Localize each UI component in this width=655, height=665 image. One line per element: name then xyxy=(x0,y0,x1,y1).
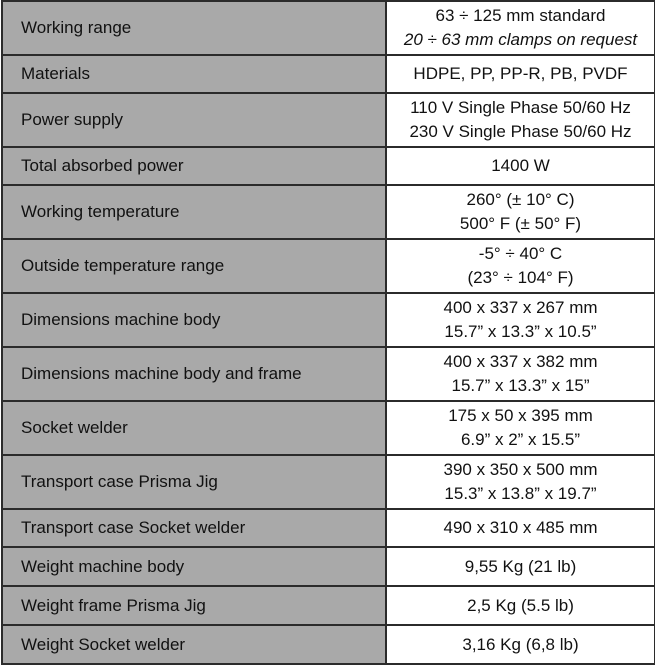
table-row xyxy=(2,55,655,93)
table-row xyxy=(2,347,655,401)
spec-value xyxy=(386,401,655,455)
spec-label: Dimensions machine body xyxy=(2,293,386,347)
spec-value xyxy=(386,293,655,347)
table-row xyxy=(2,239,655,293)
spec-value-line: 500° F (± 50° F) xyxy=(459,214,582,233)
spec-value-line: 490 x 310 x 485 mm xyxy=(443,518,598,537)
spec-value-line: 15.7” x 13.3” x 15” xyxy=(451,376,590,395)
table-row xyxy=(2,401,655,455)
spec-value xyxy=(386,547,655,586)
spec-label: Materials xyxy=(2,55,386,93)
table-row xyxy=(2,586,655,625)
spec-value xyxy=(386,1,655,55)
spec-label: Weight frame Prisma Jig xyxy=(2,586,386,625)
spec-value-line: 3,16 Kg (6,8 lb) xyxy=(462,634,579,654)
spec-label: Transport case Prisma Jig xyxy=(2,455,386,509)
spec-value-line: 260° (± 10° C) xyxy=(466,190,575,209)
spec-value xyxy=(386,239,655,293)
spec-label: Working range xyxy=(2,1,386,55)
spec-value-line: 390 x 350 x 500 mm xyxy=(443,460,598,479)
spec-value-line: 1400 W xyxy=(491,156,550,175)
spec-label: Weight machine body xyxy=(2,547,386,586)
spec-label: Total absorbed power xyxy=(2,147,386,185)
spec-value xyxy=(386,185,655,239)
spec-label: Weight Socket welder xyxy=(2,625,386,664)
spec-label: Power supply xyxy=(2,93,386,147)
table-row xyxy=(2,509,655,547)
spec-label: Working temperature xyxy=(2,185,386,239)
spec-value-line: 6.9” x 2” x 15.5” xyxy=(460,430,581,449)
spec-value-line: 400 x 337 x 382 mm xyxy=(443,352,598,371)
table-row xyxy=(2,93,655,147)
spec-label: Transport case Socket welder xyxy=(2,509,386,547)
spec-value-line: 63 ÷ 125 mm standard xyxy=(435,6,606,25)
spec-label: Outside temperature range xyxy=(2,239,386,293)
spec-value xyxy=(386,625,655,664)
table-row xyxy=(2,625,655,664)
spec-value xyxy=(386,347,655,401)
specification-table xyxy=(1,0,655,665)
spec-value-line: 400 x 337 x 267 mm xyxy=(443,298,598,317)
spec-value xyxy=(386,509,655,547)
spec-value-line: -5° ÷ 40° C xyxy=(478,244,563,263)
spec-value-line: 2,5 Kg (5.5 lb) xyxy=(467,595,574,615)
spec-value xyxy=(386,55,655,93)
table-row xyxy=(2,455,655,509)
table-row xyxy=(2,185,655,239)
spec-value-line: HDPE, PP, PP-R, PB, PVDF xyxy=(413,64,628,83)
spec-label: Dimensions machine body and frame xyxy=(2,347,386,401)
spec-value-line: 15.7” x 13.3” x 10.5” xyxy=(444,322,597,341)
spec-value-line: (23° ÷ 104° F) xyxy=(467,268,574,287)
spec-value xyxy=(386,455,655,509)
spec-value xyxy=(386,586,655,625)
table-row xyxy=(2,1,655,55)
spec-value-line: 9,55 Kg (21 lb) xyxy=(464,556,577,576)
spec-value xyxy=(386,147,655,185)
spec-label: Socket welder xyxy=(2,401,386,455)
table-row xyxy=(2,293,655,347)
spec-value-line: 230 V Single Phase 50/60 Hz xyxy=(409,122,632,141)
spec-value-line: 175 x 50 x 395 mm xyxy=(448,406,593,425)
spec-value-line: 15.3” x 13.8” x 19.7” xyxy=(444,484,597,503)
table-row xyxy=(2,547,655,586)
spec-value-line: 110 V Single Phase 50/60 Hz xyxy=(410,98,631,117)
table-row xyxy=(2,147,655,185)
spec-value xyxy=(386,93,655,147)
spec-value-line: 20 ÷ 63 mm clamps on request xyxy=(403,30,638,49)
